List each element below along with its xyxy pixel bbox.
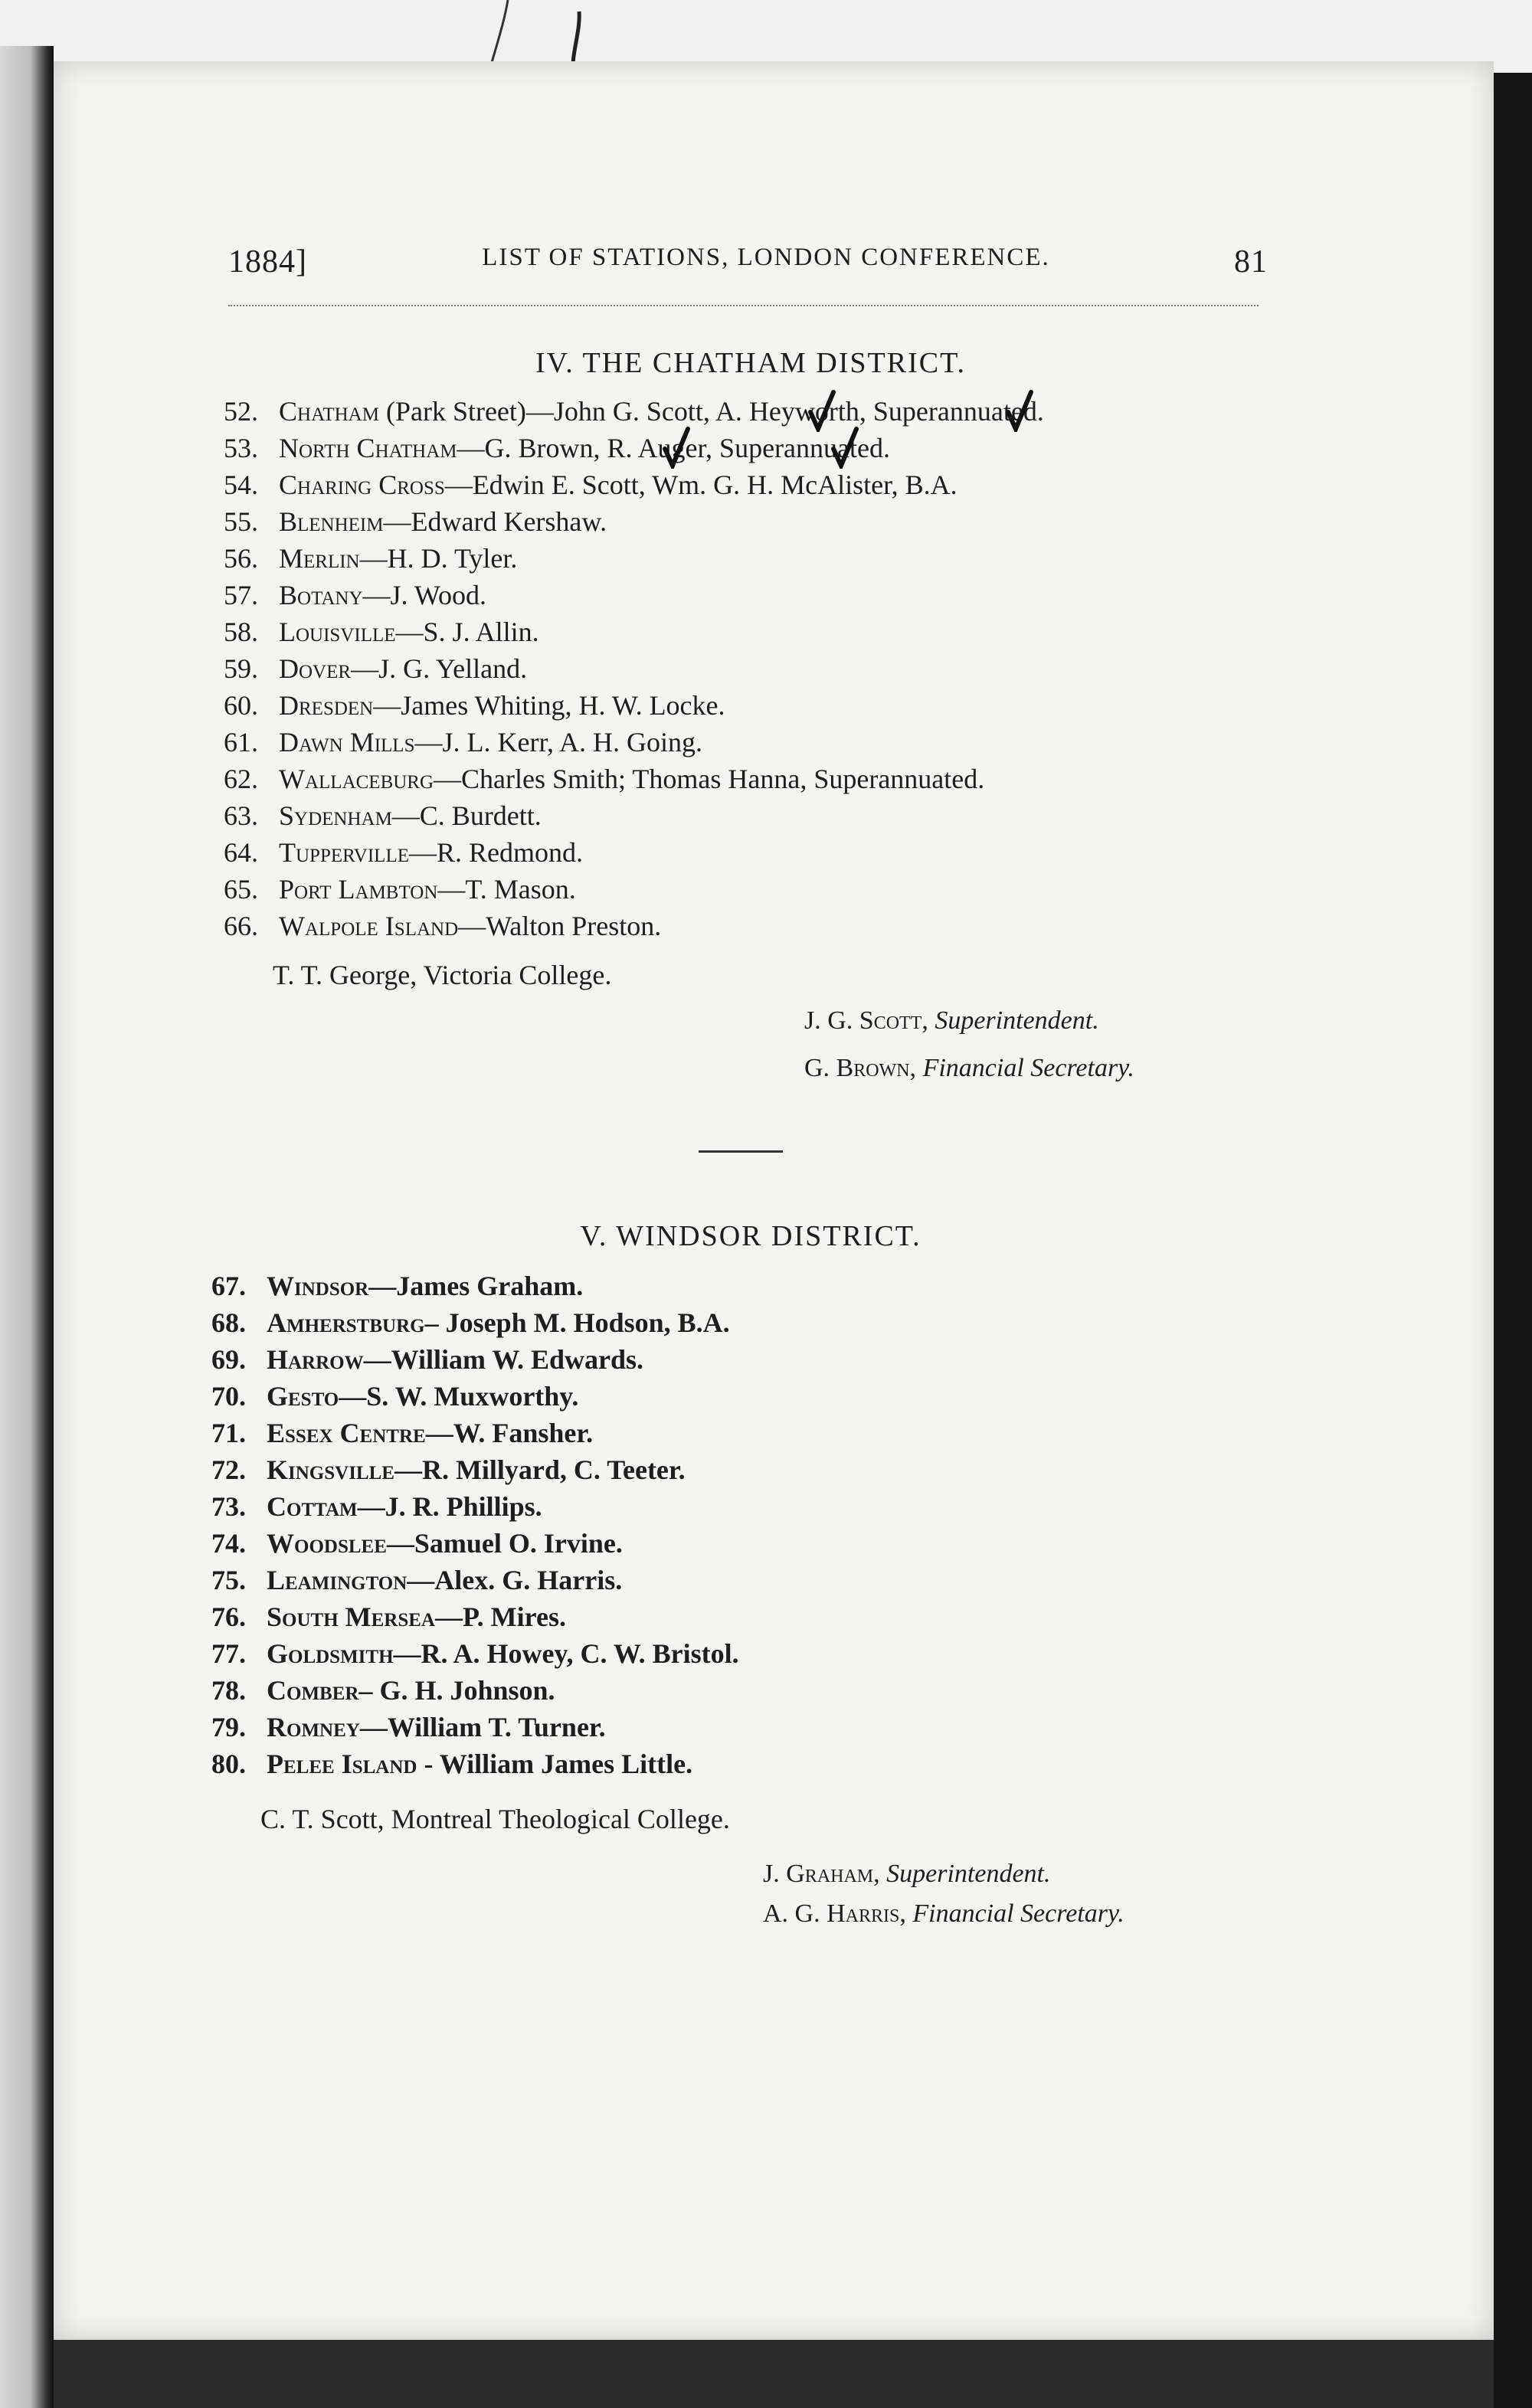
station-entry: 61. Dawn Mills—J. L. Kerr, A. H. Going. [224, 727, 703, 757]
station-entry: 76. South Mersea—P. Mires. [211, 1602, 566, 1632]
station-entry: 77. Goldsmith—R. A. Howey, C. W. Bristol. [211, 1638, 739, 1669]
station-entry: 58. Louisville—S. J. Allin. [224, 617, 539, 647]
scan-bottom-margin [54, 2340, 1494, 2408]
station-entry: 80. Pelee Island - William James Little. [211, 1749, 693, 1779]
station-entry: 72. Kingsville—R. Millyard, C. Teeter. [211, 1454, 686, 1485]
station-entry: 52. Chatham (Park Street)—John G. Scott, A. Heyworth, Superannuated. [224, 396, 1044, 427]
chatham-superintendent: J. G. Scott, Superintendent. [804, 1006, 1099, 1035]
station-entry: 64. Tupperville—R. Redmond. [224, 837, 584, 868]
station-entry: 68. Amherstburg– Joseph M. Hodson, B.A. [211, 1307, 730, 1338]
windsor-superintendent: J. Graham, Superintendent. [763, 1860, 1051, 1888]
district-title-windsor: V. WINDSOR DISTRICT. [580, 1220, 921, 1252]
station-entry: 66. Walpole Island—Walton Preston. [224, 911, 662, 941]
pencil-check-mark-icon [1003, 389, 1034, 432]
district-title-chatham: IV. THE CHATHAM DISTRICT. [535, 347, 966, 379]
station-entry: 62. Wallaceburg—Charles Smith; Thomas Hanna, Superannuated. [224, 764, 985, 794]
station-entry: 54. Charing Cross—Edwin E. Scott, Wm. G. H. McAlister, B.A. [224, 469, 958, 500]
station-entry: 56. Merlin—H. D. Tyler. [224, 543, 518, 574]
header-page-number: 81 [1234, 244, 1268, 280]
station-entry: 53. North Chatham—G. Brown, R. Auger, Superannuated. [224, 433, 890, 463]
station-entry: 67. Windsor—James Graham. [211, 1271, 584, 1301]
station-entry: 74. Woodslee—Samuel O. Irvine. [211, 1528, 623, 1559]
windsor-financial-secretary: A. G. Harris, Financial Secretary. [763, 1899, 1124, 1928]
header-rule [228, 305, 1259, 306]
station-entry: 55. Blenheim—Edward Kershaw. [224, 506, 607, 537]
pencil-check-mark-icon [660, 426, 691, 469]
header-title: LIST OF STATIONS, LONDON CONFERENCE. [482, 244, 1050, 271]
station-entry: 65. Port Lambton—T. Mason. [224, 874, 576, 905]
chatham-student-line: T. T. George, Victoria College. [273, 960, 612, 990]
station-entry: 69. Harrow—William W. Edwards. [211, 1344, 644, 1375]
windsor-student-line: C. T. Scott, Montreal Theological College. [260, 1804, 730, 1834]
station-entry: 63. Sydenham—C. Burdett. [224, 800, 542, 831]
header-year: 1884] [228, 244, 307, 280]
station-entry: 60. Dresden—James Whiting, H. W. Locke. [224, 690, 725, 721]
station-entry: 73. Cottam—J. R. Phillips. [211, 1491, 542, 1522]
pencil-check-mark-icon [829, 426, 859, 469]
station-entry: 71. Essex Centre—W. Fansher. [211, 1418, 594, 1448]
station-entry: 75. Leamington—Alex. G. Harris. [211, 1565, 623, 1595]
section-separator [699, 1150, 783, 1153]
chatham-financial-secretary: G. Brown, Financial Secretary. [804, 1054, 1134, 1082]
station-entry: 70. Gesto—S. W. Muxworthy. [211, 1381, 579, 1412]
station-entry: 57. Botany—J. Wood. [224, 580, 486, 610]
station-entry: 79. Romney—William T. Turner. [211, 1712, 606, 1742]
station-entry: 78. Comber– G. H. Johnson. [211, 1675, 555, 1706]
station-entry: 59. Dover—J. G. Yelland. [224, 653, 528, 684]
